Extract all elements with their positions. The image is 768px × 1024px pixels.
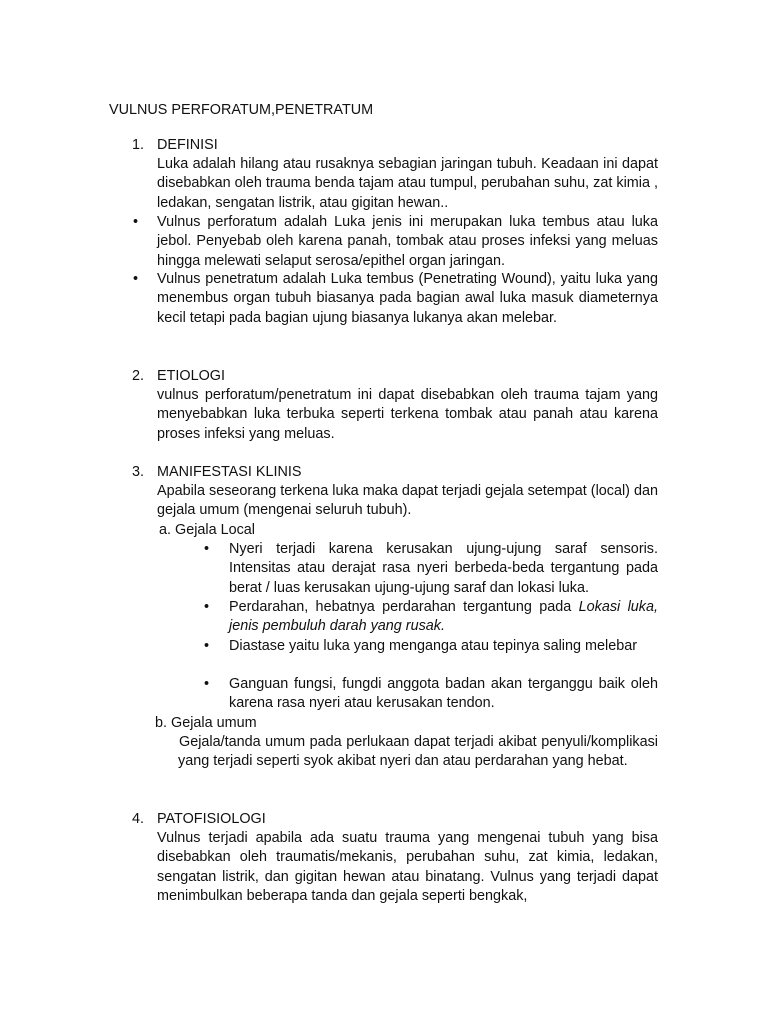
bullet-marker: • <box>133 271 139 287</box>
bullet-marker: • <box>204 638 210 654</box>
section-4-heading: PATOFISIOLOGI <box>157 811 266 827</box>
section-4-number: 4. <box>132 811 145 827</box>
bullet-marker: • <box>133 214 139 230</box>
gejala-umum-paragraph: Gejala/tanda umum pada perlukaan dapat terjadi akibat penyuli/komplikasi yang terjadi seperti syok akibat nyeri dan atau perdarahan yang hebat. <box>178 734 658 770</box>
section-1-number: 1. <box>132 137 145 153</box>
gejala-ganguan-fungsi: Ganguan fungsi, fungdi anggota badan akan terganggu baik oleh karena rasa nyeri atau kerusakan tendon. <box>229 676 658 712</box>
section-2-number: 2. <box>132 368 145 384</box>
gejala-perdarahan <box>229 598 658 637</box>
gejala-nyeri: Nyeri terjadi karena kerusakan ujung-ujung saraf sensoris. Intensitas atau derajat rasa nyeri berbeda-beda tergantung pada berat / luas kerusakan ujung-ujung saraf dan lokasi luka. <box>229 541 658 596</box>
bullet-marker: • <box>204 599 210 615</box>
gejala-umum-label: b. Gejala umum <box>155 715 257 731</box>
section-2-heading: ETIOLOGI <box>157 368 225 384</box>
section-2-paragraph: vulnus perforatum/penetratum ini dapat disebabkan oleh trauma tajam yang menyebabkan luka terbuka seperti terkena tombak atau panah atau karena proses infeksi yang meluas. <box>157 387 658 442</box>
section-4-paragraph: Vulnus terjadi apabila ada suatu trauma yang mengenai tubuh yang bisa disebabkan oleh traumatis/mekanis, perubahan suhu, zat kimia, ledakan, sengatan listrik, dan gigitan hewan atau binatang. Vulnus yang terjadi dapat menimbulkan beberapa tanda dan gejala seperti bengkak, <box>157 830 658 905</box>
section-3-paragraph: Apabila seseorang terkena luka maka dapat terjadi gejala setempat (local) dan gejala umum (mengenai seluruh tubuh). <box>157 483 658 519</box>
bullet-marker: • <box>204 676 210 692</box>
section-3-number: 3. <box>132 464 145 480</box>
gejala-perdarahan-italic: Lokasi luka, jenis pembuluh darah yang rusak. <box>229 599 658 635</box>
section-3-heading: MANIFESTASI KLINIS <box>157 464 302 480</box>
definition-perforatum: Vulnus perforatum adalah Luka jenis ini merupakan luka tembus atau luka jebol. Penyebab oleh karena panah, tombak atau proses infeksi yang meluas hingga melewati selaput serosa/epithel organ jaringan. <box>157 214 658 269</box>
section-1-heading: DEFINISI <box>157 137 218 153</box>
gejala-diastase: Diastase yaitu luka yang menganga atau tepinya saling melebar <box>229 638 637 654</box>
gejala-perdarahan-text: Perdarahan, hebatnya perdarahan tergantung pada <box>229 599 579 615</box>
document-title: VULNUS PERFORATUM,PENETRATUM <box>109 102 374 118</box>
definition-penetratum: Vulnus penetratum adalah Luka tembus (Penetrating Wound), yaitu luka yang menembus organ tubuh biasanya pada bagian awal luka masuk diameternya kecil tetapi pada bagian ujung biasanya lukanya akan melebar. <box>157 271 658 326</box>
section-1-paragraph: Luka adalah hilang atau rusaknya sebagian jaringan tubuh. Keadaan ini dapat disebabkan oleh trauma benda tajam atau tumpul, perubahan suhu, zat kimia , ledakan, sengatan listrik, atau gigitan hewan.. <box>157 156 658 211</box>
gejala-local-label: a. Gejala Local <box>159 522 255 538</box>
bullet-marker: • <box>204 541 210 557</box>
